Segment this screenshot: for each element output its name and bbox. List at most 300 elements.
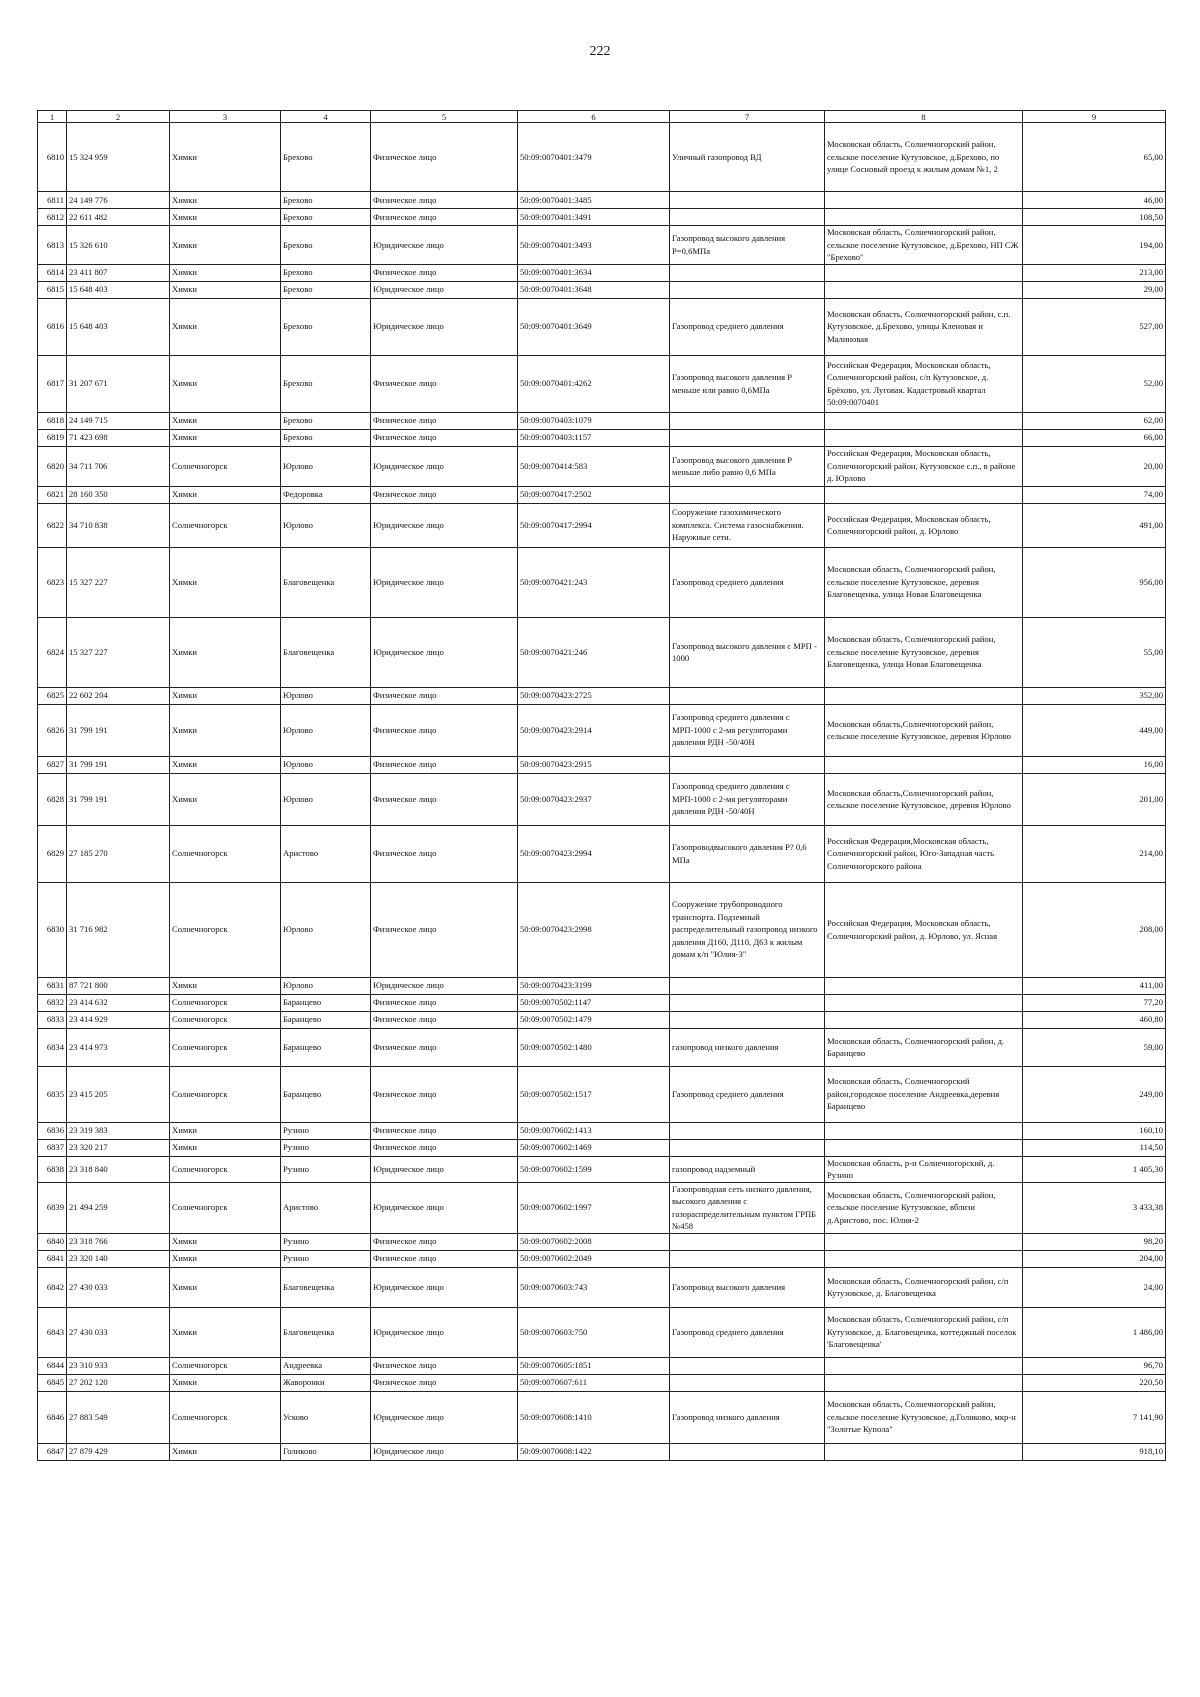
row-number: 6828 [38,773,67,825]
table-row [38,1391,1166,1443]
value-cell: 59,00 [1023,1028,1166,1066]
cadastral-number-cell: 50:09:0070401:3634 [518,264,670,281]
city-cell: Химки [170,1250,281,1267]
address-cell [825,1139,1023,1156]
cadastral-number-cell: 50:09:0070401:3485 [518,192,670,209]
object-cell [670,1357,825,1374]
object-cell: Газопровод среднего давления с МРП-1000 с 2-мя регуляторами давления РДН -50/40Н [670,773,825,825]
owner-cell: Физическое лицо [371,429,518,446]
row-number: 6844 [38,1357,67,1374]
object-cell: Газопровод высокого давления [670,1267,825,1307]
code-cell: 31 799 191 [67,773,170,825]
row-number: 6837 [38,1139,67,1156]
value-cell: 114,50 [1023,1139,1166,1156]
column-header: 4 [281,111,371,123]
row-number: 6815 [38,281,67,298]
address-cell: Московская область,Солнечногорский район, сельское поселение Кутузовское, деревня Юрлово [825,704,1023,756]
value-cell: 213,00 [1023,264,1166,281]
city-cell: Химки [170,773,281,825]
code-cell: 23 318 766 [67,1233,170,1250]
code-cell: 24 149 715 [67,412,170,429]
row-number: 6825 [38,687,67,704]
cadastral-number-cell: 50:09:0070401:3649 [518,298,670,355]
object-cell [670,192,825,209]
value-cell: 98,20 [1023,1233,1166,1250]
column-header: 9 [1023,111,1166,123]
row-number: 6823 [38,547,67,617]
object-cell [670,687,825,704]
address-cell [825,1443,1023,1460]
code-cell: 24 149 776 [67,192,170,209]
place-cell: Юрлово [281,977,371,994]
owner-cell: Юридическое лицо [371,1156,518,1182]
table-row [38,977,1166,994]
code-cell: 28 160 350 [67,486,170,503]
object-cell [670,1122,825,1139]
value-cell: 46,00 [1023,192,1166,209]
cadastral-number-cell: 50:09:0070423:3199 [518,977,670,994]
address-cell: Российская Федерация, Московская область, Солнечногорский район, с/п Кутузовское, д. Брёхово, ул. Луговая. Кадастровый квартал 50:09:0070401 [825,355,1023,412]
row-number: 6821 [38,486,67,503]
owner-cell: Юридическое лицо [371,298,518,355]
code-cell: 34 711 706 [67,446,170,486]
table-row [38,298,1166,355]
code-cell: 22 602 204 [67,687,170,704]
city-cell: Солнечногорск [170,882,281,977]
city-cell: Химки [170,429,281,446]
table-row [38,1028,1166,1066]
value-cell: 194,00 [1023,226,1166,265]
table-row [38,1357,1166,1374]
cadastral-number-cell: 50:09:0070423:2937 [518,773,670,825]
value-cell: 3 433,38 [1023,1182,1166,1233]
place-cell: Благовещенка [281,1307,371,1357]
owner-cell: Физическое лицо [371,1066,518,1122]
code-cell: 31 207 671 [67,355,170,412]
row-number: 6827 [38,756,67,773]
row-number: 6810 [38,123,67,192]
place-cell: Голиково [281,1443,371,1460]
object-cell: газопровод низкого давления [670,1028,825,1066]
owner-cell: Физическое лицо [371,1233,518,1250]
cadastral-number-cell: 50:09:0070423:2915 [518,756,670,773]
value-cell: 204,00 [1023,1250,1166,1267]
address-cell [825,1357,1023,1374]
address-cell: Московская область, Солнечногорский район, сельское поселение Кутузовское, д.Брехово, по улице Сосновый проезд к жилым домам №1, 2 [825,123,1023,192]
city-cell: Солнечногорск [170,1156,281,1182]
row-number: 6842 [38,1267,67,1307]
place-cell: Аристово [281,1182,371,1233]
header-row [38,111,1166,123]
row-number: 6814 [38,264,67,281]
cadastral-number-cell: 50:09:0070602:1469 [518,1139,670,1156]
value-cell: 160,10 [1023,1122,1166,1139]
value-cell: 24,00 [1023,1267,1166,1307]
cadastral-number-cell: 50:09:0070414:583 [518,446,670,486]
cadastral-number-cell: 50:09:0070421:243 [518,547,670,617]
place-cell: Рузино [281,1156,371,1182]
owner-cell: Физическое лицо [371,1357,518,1374]
column-header: 3 [170,111,281,123]
row-number: 6847 [38,1443,67,1460]
place-cell: Баранцево [281,1066,371,1122]
owner-cell: Физическое лицо [371,192,518,209]
table-row [38,446,1166,486]
value-cell: 1 486,00 [1023,1307,1166,1357]
city-cell: Солнечногорск [170,1357,281,1374]
place-cell: Юрлово [281,503,371,547]
cadastral-number-cell: 50:09:0070602:1413 [518,1122,670,1139]
object-cell [670,1374,825,1391]
object-cell [670,429,825,446]
row-number: 6833 [38,1011,67,1028]
cadastral-number-cell: 50:09:0070502:1479 [518,1011,670,1028]
place-cell: Юрлово [281,882,371,977]
value-cell: 52,00 [1023,355,1166,412]
cadastral-number-cell: 50:09:0070602:1997 [518,1182,670,1233]
row-number: 6846 [38,1391,67,1443]
table-row [38,756,1166,773]
table-row [38,1139,1166,1156]
city-cell: Солнечногорск [170,446,281,486]
city-cell: Химки [170,298,281,355]
cadastral-number-cell: 50:09:0070602:1599 [518,1156,670,1182]
city-cell: Солнечногорск [170,1028,281,1066]
cadastral-number-cell: 50:09:0070423:2998 [518,882,670,977]
table-row [38,123,1166,192]
owner-cell: Физическое лицо [371,1139,518,1156]
column-header: 7 [670,111,825,123]
object-cell: Газопровод среднего давления [670,547,825,617]
address-cell [825,756,1023,773]
city-cell: Химки [170,355,281,412]
code-cell: 27 883 549 [67,1391,170,1443]
code-cell: 23 319 383 [67,1122,170,1139]
place-cell: Брехово [281,209,371,226]
address-cell: Российская Федерация, Московская область, Солнечногорский район, д. Юрлово [825,503,1023,547]
cadastral-number-cell: 50:09:0070423:2994 [518,825,670,882]
code-cell: 27 185 270 [67,825,170,882]
row-number: 6839 [38,1182,67,1233]
value-cell: 62,00 [1023,412,1166,429]
place-cell: Благовещенка [281,1267,371,1307]
code-cell: 34 710 838 [67,503,170,547]
code-cell: 23 414 632 [67,994,170,1011]
table-row [38,1182,1166,1233]
object-cell: Газопровод высокого давления Р меньше либо равно 0,6 МПа [670,446,825,486]
place-cell: Юрлово [281,756,371,773]
value-cell: 96,70 [1023,1357,1166,1374]
column-header: 8 [825,111,1023,123]
cadastral-number-cell: 50:09:0070502:1147 [518,994,670,1011]
city-cell: Химки [170,412,281,429]
address-cell: Московская область, Солнечногорский район, д. Баранцево [825,1028,1023,1066]
value-cell: 7 141,90 [1023,1391,1166,1443]
address-cell [825,687,1023,704]
owner-cell: Юридическое лицо [371,1307,518,1357]
address-cell: Российская Федерация, Московская область, Солнечногорский район, д. Юрлово, ул. Ясная [825,882,1023,977]
place-cell: Брехово [281,264,371,281]
city-cell: Химки [170,1122,281,1139]
value-cell: 74,00 [1023,486,1166,503]
place-cell: Юрлово [281,773,371,825]
object-cell: Газопровод высокого давления Р=0,6МПа [670,226,825,265]
place-cell: Федоровка [281,486,371,503]
value-cell: 201,00 [1023,773,1166,825]
owner-cell: Физическое лицо [371,704,518,756]
table-row [38,617,1166,687]
place-cell: Жаворонки [281,1374,371,1391]
address-cell [825,1374,1023,1391]
address-cell: Московская область, Солнечногорский район, с/п Кутузовское, д. Благовещенка [825,1267,1023,1307]
object-cell: Газопровод среднего давления [670,1066,825,1122]
place-cell: Юрлово [281,704,371,756]
owner-cell: Физическое лицо [371,1122,518,1139]
place-cell: Андреевка [281,1357,371,1374]
code-cell: 15 327 227 [67,617,170,687]
city-cell: Химки [170,209,281,226]
cadastral-number-cell: 50:09:0070417:2994 [518,503,670,547]
city-cell: Химки [170,1233,281,1250]
table-row [38,1374,1166,1391]
address-cell [825,412,1023,429]
object-cell [670,1250,825,1267]
owner-cell: Физическое лицо [371,412,518,429]
city-cell: Химки [170,1374,281,1391]
table-row [38,994,1166,1011]
place-cell: Баранцево [281,994,371,1011]
address-cell: Московская область, Солнечногорский район, сельское поселение Кутузовское, деревня Благовещенка, улица Новая Благовещенка [825,547,1023,617]
owner-cell: Физическое лицо [371,1028,518,1066]
value-cell: 491,00 [1023,503,1166,547]
address-cell: Московская область, Солнечногорский район, сельское поселение Кутузовское, вблизи д.Аристово, пос. Юлия-2 [825,1182,1023,1233]
place-cell: Брехово [281,429,371,446]
address-cell [825,281,1023,298]
cadastral-number-cell: 50:09:0070602:2008 [518,1233,670,1250]
city-cell: Химки [170,226,281,265]
place-cell: Брехово [281,412,371,429]
object-cell: газопровод надземный [670,1156,825,1182]
cadastral-number-cell: 50:09:0070421:246 [518,617,670,687]
object-cell: Газопровод низкого давления [670,1391,825,1443]
column-header: 6 [518,111,670,123]
place-cell: Брехово [281,298,371,355]
owner-cell: Юридическое лицо [371,547,518,617]
value-cell: 956,00 [1023,547,1166,617]
table-row [38,429,1166,446]
object-cell [670,281,825,298]
owner-cell: Физическое лицо [371,123,518,192]
object-cell [670,1011,825,1028]
address-cell [825,1011,1023,1028]
row-number: 6831 [38,977,67,994]
place-cell: Брехово [281,226,371,265]
table-row [38,1307,1166,1357]
city-cell: Химки [170,1307,281,1357]
place-cell: Юрлово [281,446,371,486]
table-row [38,264,1166,281]
table-row [38,1233,1166,1250]
value-cell: 208,00 [1023,882,1166,977]
address-cell: Московская область, Солнечногорский район, с/п Кутузовское, д. Благовещенка, коттеджный поселок 'Благовещенка' [825,1307,1023,1357]
value-cell: 1 405,30 [1023,1156,1166,1182]
owner-cell: Физическое лицо [371,355,518,412]
value-cell: 214,00 [1023,825,1166,882]
value-cell: 249,00 [1023,1066,1166,1122]
value-cell: 65,00 [1023,123,1166,192]
owner-cell: Физическое лицо [371,773,518,825]
place-cell: Брехово [281,355,371,412]
place-cell: Брехово [281,192,371,209]
value-cell: 55,00 [1023,617,1166,687]
object-cell: Газопровод высокого давления с МРП - 1000 [670,617,825,687]
code-cell: 23 320 140 [67,1250,170,1267]
table-row [38,1122,1166,1139]
cadastral-number-cell: 50:09:0070605:1851 [518,1357,670,1374]
owner-cell: Физическое лицо [371,882,518,977]
code-cell: 23 320 217 [67,1139,170,1156]
owner-cell: Юридическое лицо [371,617,518,687]
code-cell: 23 318 840 [67,1156,170,1182]
owner-cell: Юридическое лицо [371,977,518,994]
address-cell [825,192,1023,209]
city-cell: Солнечногорск [170,994,281,1011]
code-cell: 23 414 973 [67,1028,170,1066]
value-cell: 220,50 [1023,1374,1166,1391]
place-cell: Брехово [281,123,371,192]
object-cell [670,994,825,1011]
city-cell: Химки [170,704,281,756]
table-row [38,1267,1166,1307]
row-number: 6822 [38,503,67,547]
address-cell [825,1250,1023,1267]
owner-cell: Физическое лицо [371,994,518,1011]
row-number: 6816 [38,298,67,355]
cadastral-number-cell: 50:09:0070602:2049 [518,1250,670,1267]
code-cell: 22 611 482 [67,209,170,226]
value-cell: 352,00 [1023,687,1166,704]
column-header: 1 [38,111,67,123]
city-cell: Химки [170,1267,281,1307]
value-cell: 460,80 [1023,1011,1166,1028]
owner-cell: Физическое лицо [371,264,518,281]
place-cell: Рузино [281,1139,371,1156]
owner-cell: Юридическое лицо [371,281,518,298]
owner-cell: Юридическое лицо [371,226,518,265]
object-cell [670,412,825,429]
column-header: 2 [67,111,170,123]
object-cell: Сооружение трубопроводного транспорта. Подземный распределительный газопровод низкого давления Д160, Д110, Д63 к жилым домам к/п "Юлия-3" [670,882,825,977]
address-cell: Московская область, Солнечногорский район, сельское поселение Кутузовское, д.Голиково, мкр-н "Золотые Купола" [825,1391,1023,1443]
value-cell: 411,00 [1023,977,1166,994]
table-row [38,486,1166,503]
cadastral-number-cell: 50:09:0070603:750 [518,1307,670,1357]
cadastral-number-cell: 50:09:0070608:1410 [518,1391,670,1443]
city-cell: Химки [170,756,281,773]
object-cell: Газопровод среднего давления с МРП-1000 с 2-мя регуляторами давления РДН -50/40Н [670,704,825,756]
object-cell: Газопроводвысокого давления Р? 0,6 МПа [670,825,825,882]
address-cell: Московская область, р-н Солнечногорский, д. Рузино [825,1156,1023,1182]
code-cell: 15 327 227 [67,547,170,617]
owner-cell: Юридическое лицо [371,446,518,486]
address-cell: Московская область, Солнечногорский район, с.п. Кутузовское, д.Брехово, улицы Кленовая и Малиновая [825,298,1023,355]
city-cell: Солнечногорск [170,1182,281,1233]
object-cell: Уличный газопровод ВД [670,123,825,192]
object-cell [670,209,825,226]
address-cell [825,209,1023,226]
table-row [38,355,1166,412]
object-cell: Газопровод высокого давления Р меньше или равно 0,6МПа [670,355,825,412]
code-cell: 27 879 429 [67,1443,170,1460]
place-cell: Усково [281,1391,371,1443]
address-cell [825,1233,1023,1250]
value-cell: 527,00 [1023,298,1166,355]
table-row [38,825,1166,882]
city-cell: Солнечногорск [170,1066,281,1122]
table-row [38,1250,1166,1267]
owner-cell: Физическое лицо [371,825,518,882]
cadastral-number-cell: 50:09:0070401:4262 [518,355,670,412]
code-cell: 15 326 610 [67,226,170,265]
row-number: 6819 [38,429,67,446]
table-row [38,1011,1166,1028]
table-row [38,687,1166,704]
value-cell: 66,00 [1023,429,1166,446]
object-cell [670,264,825,281]
owner-cell: Физическое лицо [371,687,518,704]
code-cell: 15 648 403 [67,298,170,355]
table-row [38,209,1166,226]
table-row [38,704,1166,756]
owner-cell: Физическое лицо [371,1011,518,1028]
owner-cell: Физическое лицо [371,756,518,773]
code-cell: 31 799 191 [67,704,170,756]
code-cell: 27 430 033 [67,1307,170,1357]
row-number: 6820 [38,446,67,486]
address-cell: Российская Федерация, Московская область, Солнечногорский район, Кутузовское с.п., в районе д. Юрлово [825,446,1023,486]
table-row [38,1066,1166,1122]
code-cell: 31 799 191 [67,756,170,773]
table-row [38,192,1166,209]
row-number: 6826 [38,704,67,756]
city-cell: Химки [170,486,281,503]
table-row [38,503,1166,547]
row-number: 6835 [38,1066,67,1122]
cadastral-number-cell: 50:09:0070502:1480 [518,1028,670,1066]
city-cell: Химки [170,123,281,192]
value-cell: 20,00 [1023,446,1166,486]
code-cell: 23 415 205 [67,1066,170,1122]
city-cell: Солнечногорск [170,503,281,547]
row-number: 6817 [38,355,67,412]
cadastral-number-cell: 50:09:0070603:743 [518,1267,670,1307]
code-cell: 23 411 807 [67,264,170,281]
cadastral-number-cell: 50:09:0070401:3648 [518,281,670,298]
code-cell: 71 423 698 [67,429,170,446]
cadastral-number-cell: 50:09:0070423:2914 [518,704,670,756]
object-cell [670,977,825,994]
object-cell [670,486,825,503]
value-cell: 16,00 [1023,756,1166,773]
city-cell: Химки [170,192,281,209]
city-cell: Химки [170,264,281,281]
city-cell: Солнечногорск [170,1011,281,1028]
row-number: 6840 [38,1233,67,1250]
object-cell [670,756,825,773]
address-cell: Российская Федерация,Московская область, Солнечногорский район, Юго-Западная часть Солнечногорского района [825,825,1023,882]
row-number: 6812 [38,209,67,226]
row-number: 6843 [38,1307,67,1357]
